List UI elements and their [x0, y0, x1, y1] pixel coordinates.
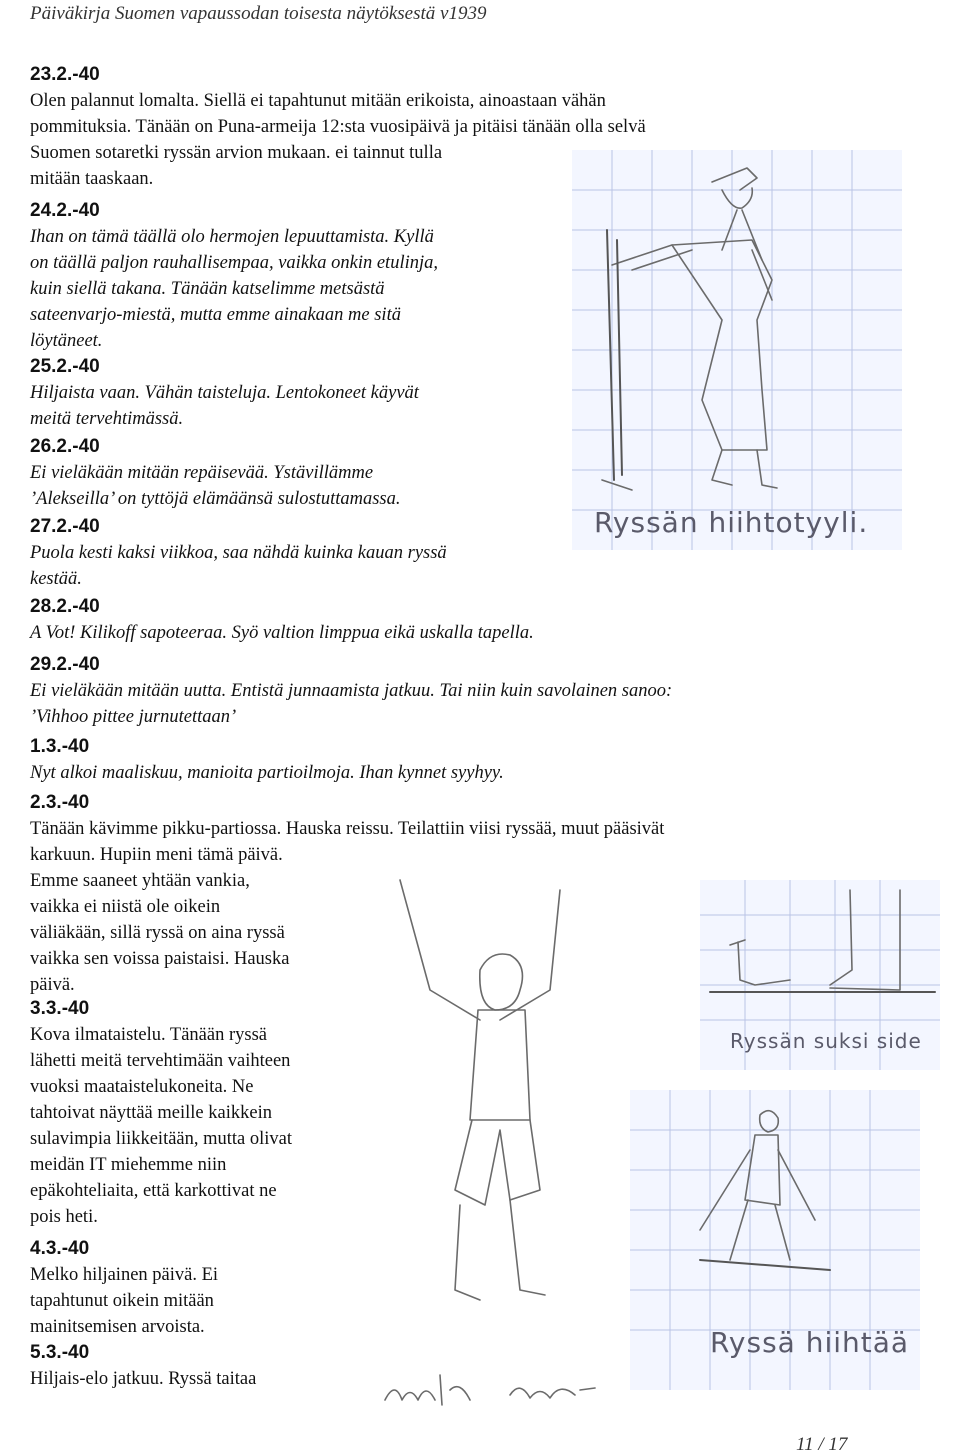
entry-date: 3.3.-40: [30, 998, 90, 1019]
entry-text-line: vaikka ei niistä ole oikein: [30, 897, 221, 917]
entry-date: 1.3.-40: [30, 736, 90, 757]
entry-text-line: epäkohteliaita, että karkottivat ne: [30, 1181, 277, 1201]
entry-date: 29.2.-40: [30, 654, 100, 675]
entry-text-line: Hiljaista vaan. Vähän taisteluja. Lentokoneet käyvät: [30, 383, 419, 403]
entry-text-line: on täällä paljon rauhallisempaa, vaikka onkin etulinja,: [30, 253, 438, 273]
entry-date: 2.3.-40: [30, 792, 90, 813]
entry-text-line: Kova ilmataistelu. Tänään ryssä: [30, 1025, 268, 1045]
entry-date: 28.2.-40: [30, 596, 100, 617]
entry-text-line: meidän IT miehemme niin: [30, 1155, 227, 1175]
entry-text-line: mitään taaskaan.: [30, 169, 154, 189]
entry-text-line: vaikka sen voissa paistaisi. Hauska: [30, 949, 290, 969]
entry-text-line: meitä tervehtimässä.: [30, 409, 184, 429]
entry-text-line: Ihan on tämä täällä olo hermojen lepuuttamista. Kyllä: [30, 227, 434, 247]
entry-date: 23.2.-40: [30, 64, 100, 85]
entry-text-line: vuoksi maataistelukoneita. Ne: [30, 1077, 254, 1097]
entry-text-line: tahtoivat näyttää meille kaikkein: [30, 1103, 272, 1123]
entry-text-line: kestää.: [30, 569, 82, 589]
entry-date: 4.3.-40: [30, 1238, 90, 1259]
skier-caption: Ryssän hiihtotyyli.: [594, 506, 869, 539]
entry-text-line: Tänään kävimme pikku-partiossa. Hauska reissu. Teilattiin viisi ryssää, muut pääsivät: [30, 819, 665, 839]
entry-text-line: Suomen sotaretki ryssän arvion mukaan. ei tainnut tulla: [30, 143, 443, 163]
entry-text-line: pommituksia. Tänään on Puna-armeija 12:sta vuosipäivä ja pitäisi tänään olla selvä: [30, 117, 646, 137]
entry-date: 25.2.-40: [30, 356, 100, 377]
entry-text-line: ’Alekseilla’ on tyttöjä elämäänsä sulostuttamassa.: [30, 489, 401, 509]
entry-text-line: karkuun. Hupiin meni tämä päivä.: [30, 845, 283, 865]
entry-text-line: kuin siellä takana. Tänään katselimme metsästä: [30, 279, 385, 299]
entry-text-line: Puola kesti kaksi viikkoa, saa nähdä kuinka kauan ryssä: [30, 543, 447, 563]
entry-text-line: löytäneet.: [30, 331, 103, 351]
entry-text-line: Ei vieläkään mitään uutta. Entistä junnaamista jatkuu. Tai niin kuin savolainen sanoo:: [30, 681, 673, 701]
entry-date: 5.3.-40: [30, 1342, 90, 1363]
entry-text-line: tapahtunut oikein mitään: [30, 1291, 214, 1311]
entry-text-line: Olen palannut lomalta. Siellä ei tapahtunut mitään erikoista, ainoastaan vähän: [30, 91, 606, 111]
page-number: 11 / 17: [796, 1434, 848, 1455]
entry-text-line: ’Vihhoo pittee jurnutettaan’: [30, 707, 237, 727]
entry-date: 27.2.-40: [30, 516, 100, 537]
entry-text-line: A Vot! Kilikoff sapoteeraa. Syö valtion limppua eikä uskalla tapella.: [30, 623, 534, 643]
binding-caption: Ryssän suksi side: [730, 1029, 922, 1053]
entry-text-line: mainitsemisen arvoista.: [30, 1317, 205, 1337]
entry-date: 26.2.-40: [30, 436, 100, 457]
entry-text-line: Melko hiljainen päivä. Ei: [30, 1265, 219, 1285]
entry-date: 24.2.-40: [30, 200, 100, 221]
entry-text-line: Nyt alkoi maaliskuu, manioita partioilmoja. Ihan kynnet syyhyy.: [30, 763, 504, 783]
entry-text-line: sateenvarjo-miestä, mutta emme ainakaan me sitä: [30, 305, 401, 325]
entry-text-line: väliäkään, sillä ryssä on aina ryssä: [30, 923, 285, 943]
entry-text-line: Ei vieläkään mitään repäisevää. Ystävillämme: [30, 463, 374, 483]
entry-text-line: lähetti meitä tervehtimään vaihteen: [30, 1051, 291, 1071]
entry-text-line: päivä.: [30, 975, 75, 995]
skiing-caption: Ryssä hiihtää: [710, 1326, 910, 1359]
page-header: Päiväkirja Suomen vapaussodan toisesta näytöksestä v1939: [30, 3, 487, 24]
entry-text-line: Hiljais-elo jatkuu. Ryssä taitaa: [30, 1369, 257, 1389]
entry-text-line: sulavimpia liikkeitään, mutta olivat: [30, 1129, 293, 1149]
entry-text-line: pois heti.: [30, 1207, 98, 1227]
entry-text-line: Emme saaneet yhtään vankia,: [30, 871, 250, 891]
